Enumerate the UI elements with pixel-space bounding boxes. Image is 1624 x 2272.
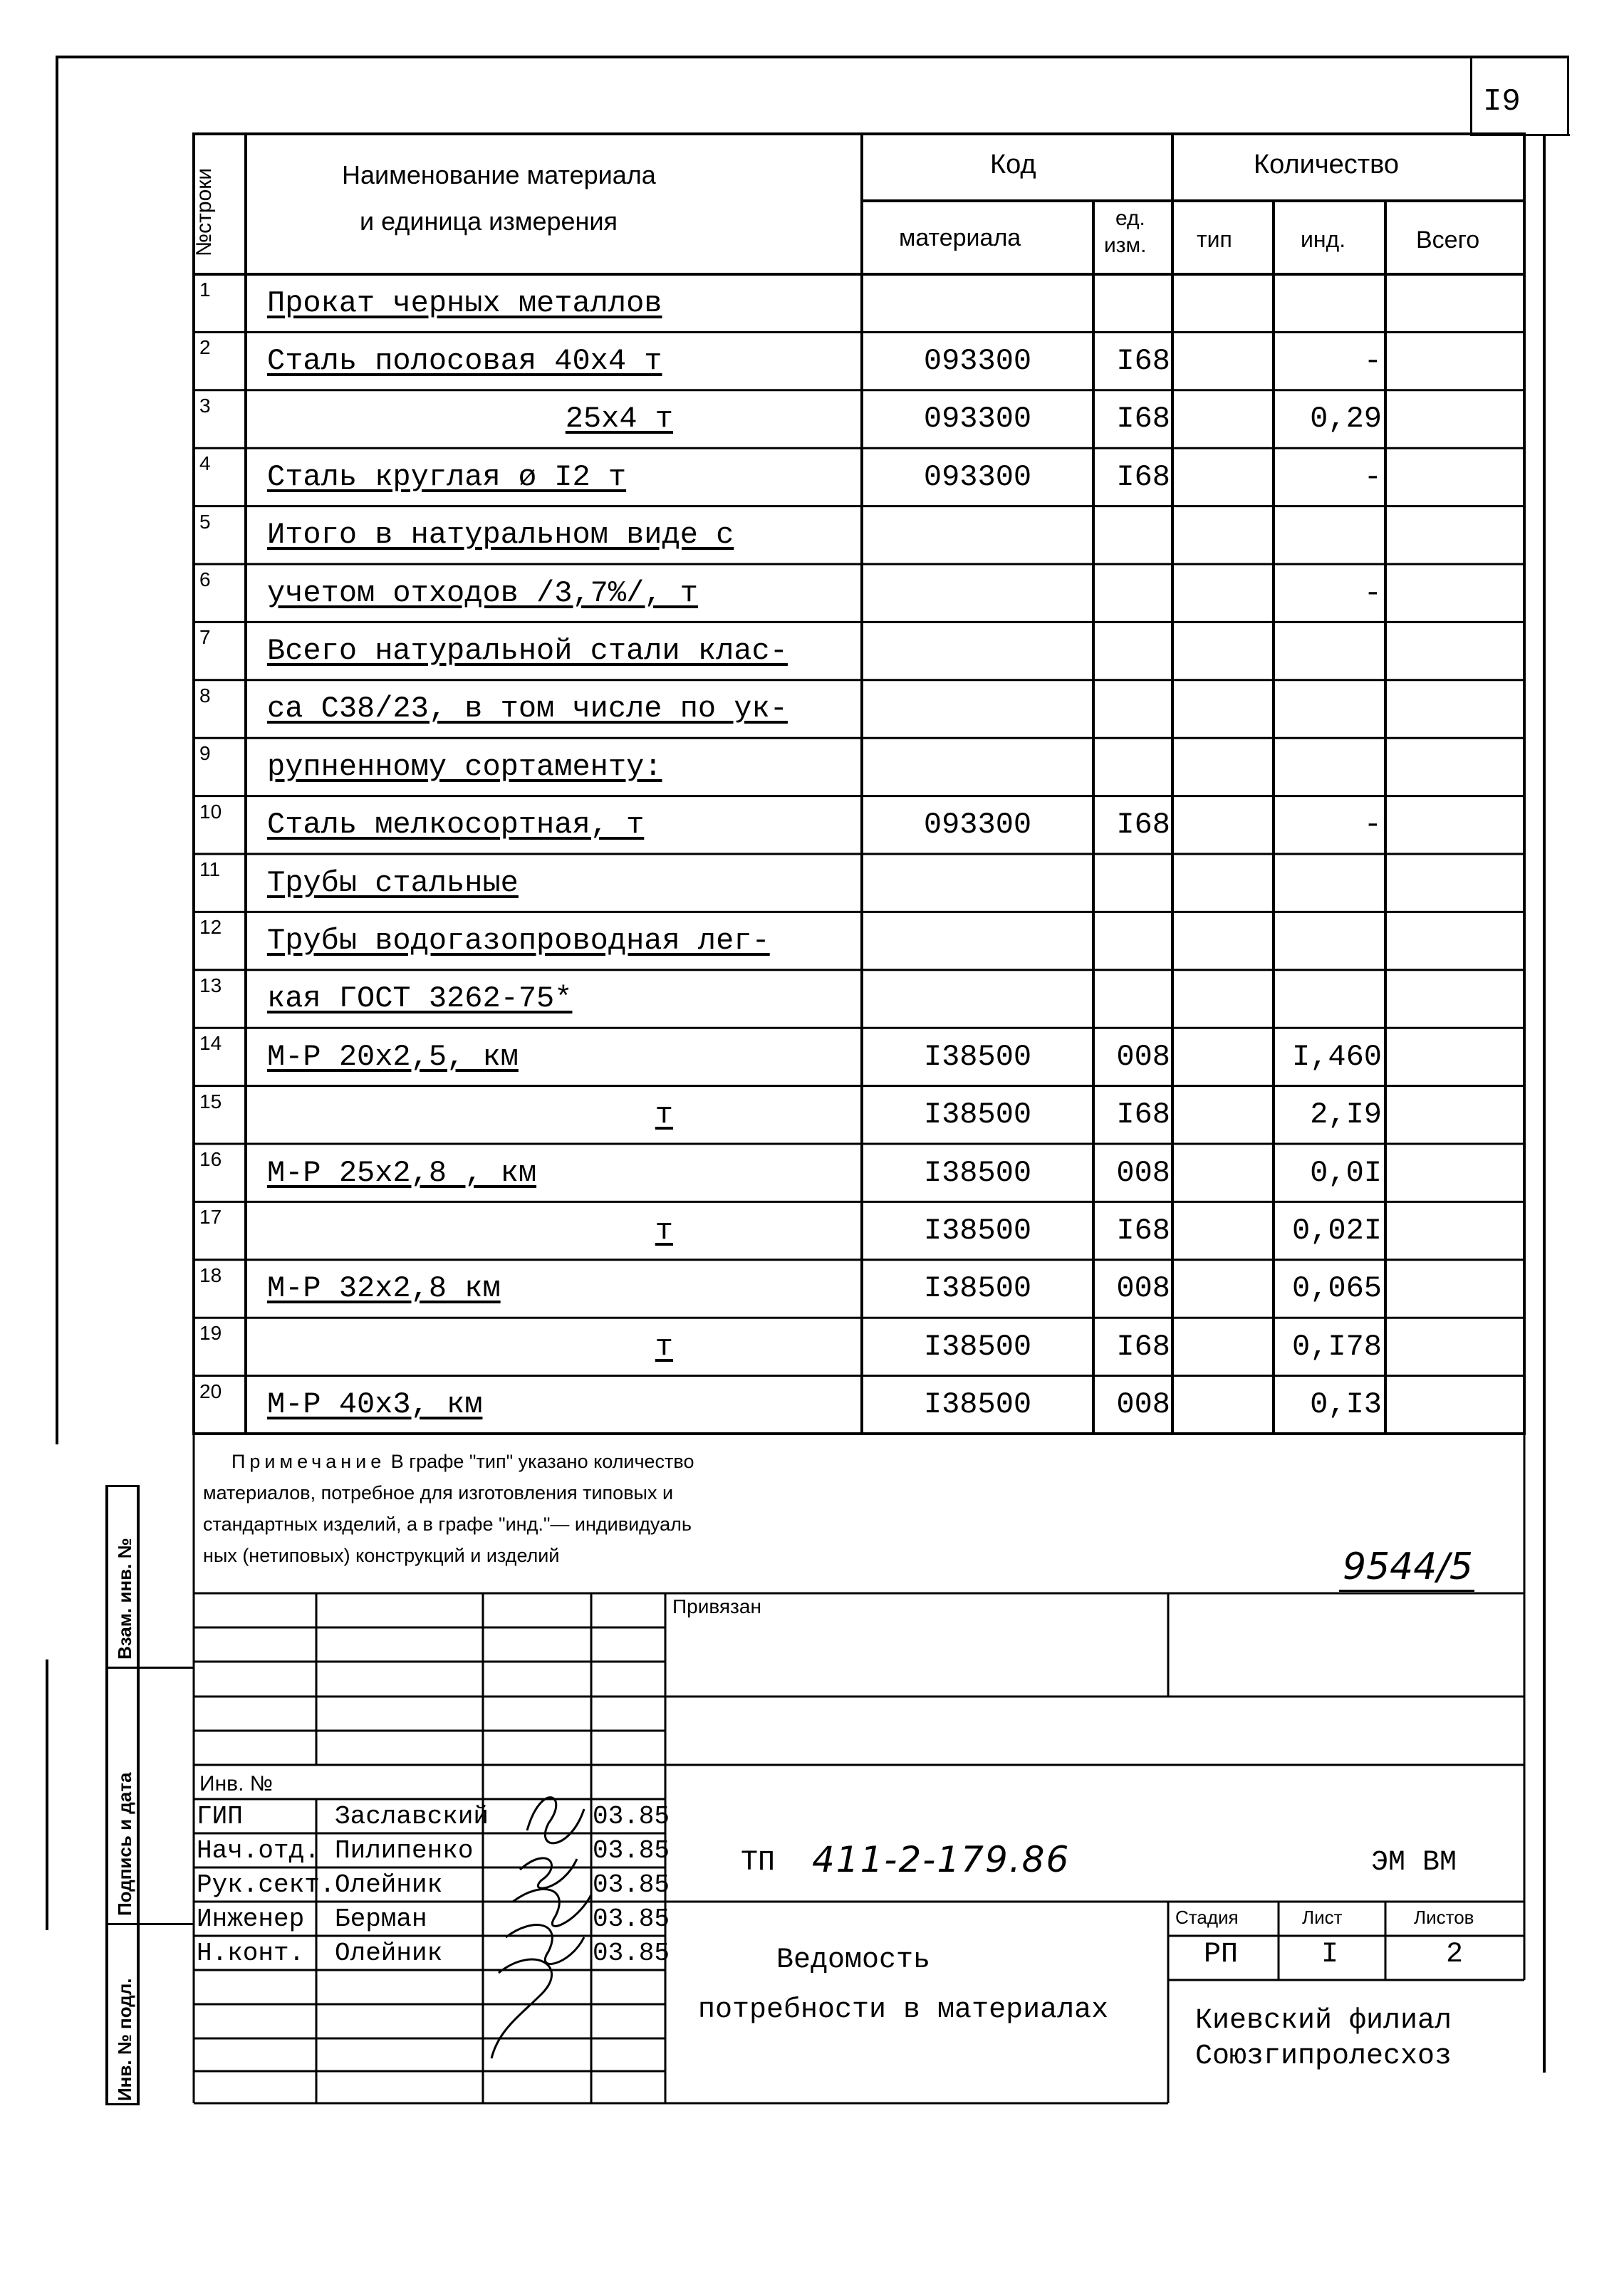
material-name: т (655, 1329, 673, 1364)
side-label-podpis: Подпись и дата (114, 1772, 135, 1916)
unit-code: I68 (1116, 459, 1170, 494)
signer-role: Рук.сект. (197, 1870, 335, 1900)
qty-individual: - (1363, 344, 1382, 379)
header-code-group: Код (990, 150, 1036, 179)
signer-name: Олейник (335, 1870, 443, 1900)
note-line-2: материалов, потребное для изготовления типовых и (203, 1482, 674, 1504)
note-lead: Примечание (231, 1451, 386, 1472)
material-name: М-Р 32х2,8 км (267, 1271, 501, 1306)
qty-individual: 2,I9 (1310, 1098, 1382, 1132)
qty-individual: 0,0I (1310, 1155, 1382, 1190)
row-number: 10 (199, 800, 222, 823)
material-name: М-Р 40х3, км (267, 1387, 483, 1422)
material-name: са С38/23, в том числе по ук- (267, 692, 788, 726)
unit-code: 008 (1116, 1039, 1170, 1074)
header-name-line2: и единица измерения (360, 207, 618, 236)
row-number: 15 (199, 1090, 222, 1112)
signer-date: 03.85 (593, 1801, 670, 1831)
header-material-code: материала (899, 224, 1021, 251)
material-code: I38500 (923, 1214, 1032, 1249)
signer-name: Пилипенко (335, 1835, 474, 1865)
material-name: Трубы стальные (267, 865, 519, 900)
sheets-value: 2 (1446, 1939, 1464, 1971)
unit-code: I68 (1116, 1214, 1170, 1249)
handwritten-number: 9544/5 (1343, 1546, 1473, 1588)
signer-date: 03.85 (593, 1938, 670, 1968)
material-name: учетом отходов /3,7%/, т (267, 575, 698, 610)
header-row-number: №строки (192, 167, 216, 256)
signer-role: Н.конт. (197, 1938, 305, 1968)
stage-value: РП (1204, 1939, 1239, 1971)
material-name: 25х4 т (565, 402, 673, 437)
inv-no-label: Инв. № (199, 1772, 273, 1796)
signer-name: Олейник (335, 1938, 443, 1968)
qty-individual: 0,065 (1291, 1271, 1382, 1306)
row-number: 7 (199, 626, 211, 649)
doc-title-line1: Ведомость (776, 1944, 931, 1976)
row-number: 3 (199, 394, 211, 417)
unit-code: I68 (1116, 1098, 1170, 1132)
row-number: 8 (199, 684, 211, 707)
signer-name: Берман (335, 1904, 427, 1934)
qty-individual: 0,02I (1291, 1214, 1382, 1249)
header-total: Всего (1416, 226, 1480, 254)
header-qty-group: Количество (1254, 150, 1400, 179)
material-name: Итого в натуральном виде с (267, 518, 734, 553)
qty-individual: - (1363, 808, 1382, 843)
row-number: 4 (199, 452, 211, 475)
header-unit-line2: изм. (1104, 234, 1147, 257)
section-code: ЭМ ВМ (1371, 1847, 1457, 1879)
unit-code: I68 (1116, 344, 1170, 379)
unit-code: I68 (1116, 402, 1170, 437)
signer-date: 03.85 (593, 1870, 670, 1900)
material-name: Всего натуральной стали клас- (267, 634, 788, 669)
material-code: I38500 (923, 1098, 1032, 1132)
material-name: т (655, 1098, 673, 1132)
row-number: 14 (199, 1032, 222, 1055)
side-label-vzam: Взам. инв. № (114, 1538, 135, 1659)
material-name: т (655, 1214, 673, 1249)
org-line2: Союзгипролесхоз (1195, 2041, 1452, 2073)
header-type: тип (1197, 226, 1232, 252)
qty-individual: 0,29 (1310, 402, 1382, 437)
material-code: 093300 (923, 459, 1032, 494)
signatures (491, 1798, 591, 2058)
row-number: 11 (199, 858, 221, 880)
material-name: Сталь круглая ø I2 т (267, 459, 627, 494)
material-code: I38500 (923, 1039, 1032, 1074)
unit-code: I68 (1116, 808, 1170, 843)
row-number: 13 (199, 974, 222, 996)
project-prefix: ТП (741, 1847, 776, 1879)
qty-individual: 0,I3 (1310, 1387, 1382, 1422)
row-number: 19 (199, 1322, 222, 1345)
note-line-3: стандартных изделий, а в графе "инд."— индивидуаль (203, 1513, 692, 1535)
row-number: 2 (199, 336, 211, 359)
row-number: 18 (199, 1263, 222, 1286)
unit-code: 008 (1116, 1271, 1170, 1306)
material-code: I38500 (923, 1155, 1032, 1190)
material-name: Сталь полосовая 40х4 т (267, 344, 662, 379)
row-number: 5 (199, 510, 211, 533)
row-number: 16 (199, 1148, 222, 1170)
sheets-label: Листов (1414, 1907, 1474, 1928)
note-line-4: ных (нетиповых) конструкций и изделий (203, 1545, 560, 1566)
doc-title-line2: потребности в материалах (698, 1994, 1109, 2026)
row-number: 6 (199, 568, 211, 590)
signer-date: 03.85 (593, 1904, 670, 1934)
qty-individual: I,460 (1291, 1039, 1382, 1074)
material-code: I38500 (923, 1271, 1032, 1306)
row-number: 20 (199, 1380, 222, 1402)
row-number: 12 (199, 916, 222, 939)
privyazan-label: Привязан (672, 1595, 761, 1617)
org-line1: Киевский филиал (1195, 2005, 1452, 2037)
sheet-label: Лист (1302, 1907, 1343, 1928)
material-name: Трубы водогазопроводная лег- (267, 924, 770, 959)
material-name: М-Р 25х2,8 , км (267, 1155, 537, 1190)
header-name-line1: Наименование материала (342, 160, 656, 189)
material-name: кая ГОСТ 3262-75* (267, 981, 573, 1016)
qty-individual: 0,I78 (1291, 1329, 1382, 1364)
header-individual: инд. (1301, 226, 1346, 252)
material-code: 093300 (923, 808, 1032, 843)
unit-code: I68 (1116, 1329, 1170, 1364)
side-label-inv-podl: Инв. № подл. (114, 1978, 135, 2101)
material-code: 093300 (923, 344, 1032, 379)
material-name: М-Р 20х2,5, км (267, 1039, 519, 1074)
signer-name: Заславский (335, 1801, 489, 1831)
material-name: Сталь мелкосортная, т (267, 808, 645, 843)
material-code: I38500 (923, 1329, 1032, 1364)
header-unit-line1: ед. (1115, 207, 1145, 230)
stage-label: Стадия (1175, 1907, 1239, 1928)
signer-role: ГИП (197, 1801, 243, 1831)
qty-individual: - (1363, 575, 1382, 610)
unit-code: 008 (1116, 1155, 1170, 1190)
material-code: 093300 (923, 402, 1032, 437)
signer-role: Инженер (197, 1904, 305, 1934)
material-code: I38500 (923, 1387, 1032, 1422)
note-text-1: В графе "тип" указано количество (390, 1451, 694, 1472)
row-number: 17 (199, 1206, 222, 1229)
material-name: рупненному сортаменту: (267, 749, 662, 784)
signer-role: Нач.отд. (197, 1835, 320, 1865)
signer-date: 03.85 (593, 1835, 670, 1865)
unit-code: 008 (1116, 1387, 1170, 1422)
page-number: I9 (1483, 84, 1521, 120)
row-number: 1 (199, 278, 211, 301)
row-number: 9 (199, 742, 211, 765)
qty-individual: - (1363, 459, 1382, 494)
project-number: 411-2-179.86 (812, 1839, 1071, 1880)
material-name: Прокат черных металлов (267, 286, 662, 321)
sheet-value: I (1321, 1939, 1339, 1971)
